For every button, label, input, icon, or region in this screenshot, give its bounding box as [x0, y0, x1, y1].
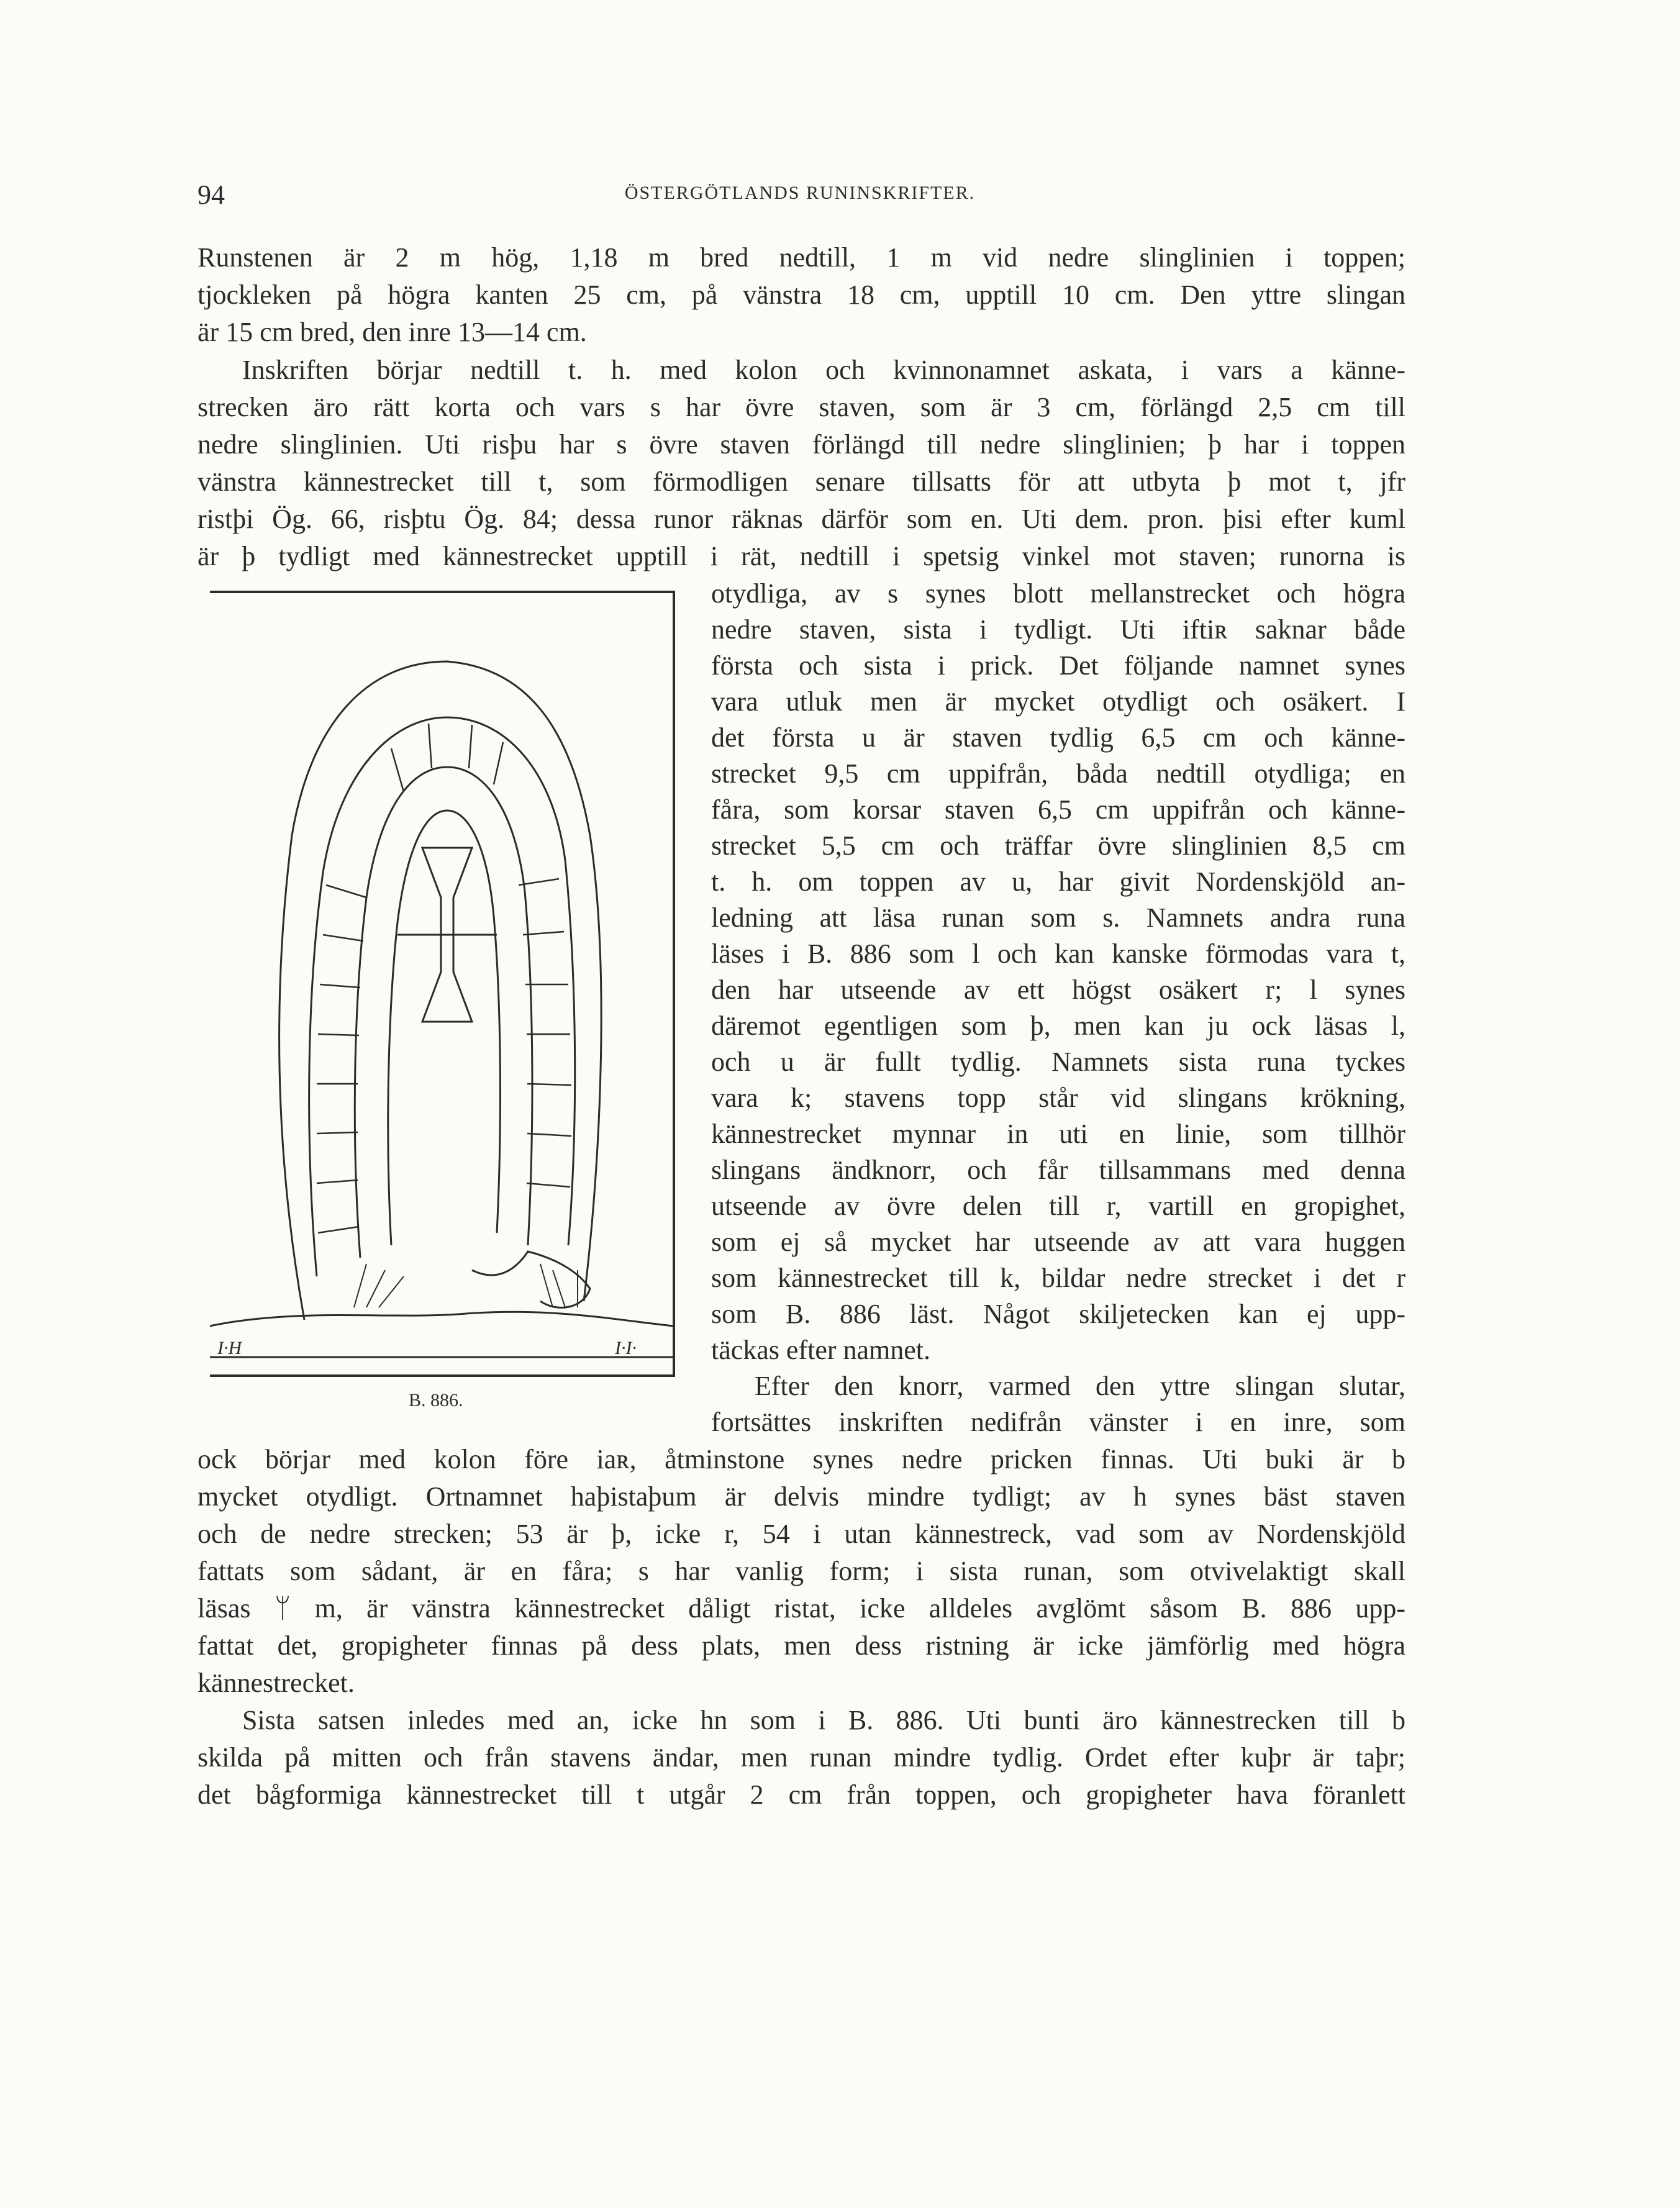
artist-signature-left: I·H — [217, 1338, 242, 1358]
text-line: det första u är staven tydlig 6,5 cm och känne- — [711, 722, 1405, 753]
text-line: och u är fullt tydlig. Namnets sista runa tyckes — [711, 1047, 1405, 1077]
text-line: det bågformiga kännestrecket till t utgår 2 cm från toppen, och gropigheter hava föranlett — [198, 1779, 1405, 1810]
text-line: strecket 5,5 cm och träffar övre slinglinien 8,5 cm — [711, 830, 1405, 861]
text-line: vara k; stavens topp står vid slingans krökning, — [711, 1083, 1405, 1113]
figure-caption: B. 886. — [409, 1390, 463, 1411]
text-line: kännestrecket mynnar in uti en linie, som tillhör — [711, 1119, 1405, 1149]
text-line: nedre slinglinien. Uti risþu har s övre staven förlängd till nedre slinglinien; þ har i toppen — [198, 429, 1405, 460]
text-line: som B. 886 läst. Något skiljetecken kan ej upp- — [711, 1299, 1405, 1329]
text-line: första och sista i prick. Det följande namnet synes — [711, 650, 1405, 681]
text-line: är 15 cm bred, den inre 13—14 cm. — [198, 317, 587, 347]
text-line: fåra, som korsar staven 6,5 cm uppifrån och känne- — [711, 794, 1405, 825]
text-line: slingans ändknorr, och får tillsammans med denna — [711, 1155, 1405, 1185]
runestone-figure — [205, 587, 683, 1388]
text-line: nedre staven, sista i tydligt. Uti iftiʀ saknar både — [711, 614, 1405, 645]
text-line: t. h. om toppen av u, har givit Nordenskjöld an- — [711, 866, 1405, 897]
text-line: strecken äro rätt korta och vars s har övre staven, som är 3 cm, förlängd 2,5 cm till — [198, 392, 1405, 422]
running-title: ÖSTERGÖTLANDS RUNINSKRIFTER. — [624, 183, 976, 203]
page-number: 94 — [198, 179, 225, 210]
text-line: och de nedre strecken; 53 är þ, icke r, 54 i utan kännestreck, vad som av Nordenskjöld — [198, 1519, 1405, 1549]
text-line: utseende av övre delen till r, vartill en gropighet, — [711, 1191, 1405, 1221]
text-line: läses i B. 886 som l och kan kanske förmodas vara t, — [711, 938, 1405, 969]
page-header — [198, 179, 1402, 216]
text-line: läsas ᛘ m, är vänstra kännestrecket dåligt ristat, icke alldeles avglömt såsom B. 886 upp- — [198, 1593, 1405, 1624]
text-line: otydliga, av s synes blott mellanstrecket och högra — [711, 578, 1405, 609]
text-line: ristþi Ög. 66, risþtu Ög. 84; dessa runor räknas därför som en. Uti dem. pron. þisi efter kuml — [198, 504, 1405, 534]
text-line: däremot egentligen som þ, men kan ju ock läsas l, — [711, 1011, 1405, 1041]
text-line: Sista satsen inledes med an, icke hn som i B. 886. Uti bunti äro kännestrecken till b — [242, 1705, 1405, 1735]
text-line: som kännestrecket till k, bildar nedre strecket i det r — [711, 1263, 1405, 1293]
text-line: fortsättes inskriften nedifrån vänster i en inre, som — [711, 1407, 1405, 1437]
runestone-drawing — [205, 587, 683, 1388]
text-line: Efter den knorr, varmed den yttre slingan slutar, — [755, 1371, 1405, 1401]
text-line: är þ tydligt med kännestrecket upptill i rät, nedtill i spetsig vinkel mot staven; runorna is — [198, 541, 1405, 571]
text-line: tjockleken på högra kanten 25 cm, på vänstra 18 cm, upptill 10 cm. Den yttre slingan — [198, 279, 1405, 310]
text-line: kännestrecket. — [198, 1668, 355, 1698]
text-line: som ej så mycket har utseende av att vara huggen — [711, 1227, 1405, 1257]
text-line: ledning att läsa runan som s. Namnets andra runa — [711, 902, 1405, 933]
artist-signature-right: I·I· — [615, 1338, 637, 1358]
text-line: fattat det, gropigheter finnas på dess plats, men dess ristning är icke jämförlig med högra — [198, 1630, 1405, 1661]
text-line: strecket 9,5 cm uppifrån, båda nedtill otydliga; en — [711, 758, 1405, 789]
text-line: Inskriften börjar nedtill t. h. med kolon och kvinnonamnet askata, i vars a känne- — [242, 355, 1405, 385]
text-line: mycket otydligt. Ortnamnet haþistaþum är delvis mindre tydligt; av h synes bäst staven — [198, 1481, 1405, 1512]
text-line: skilda på mitten och från stavens ändar, men runan mindre tydlig. Ordet efter kuþr är taþr; — [198, 1742, 1405, 1773]
text-line: vara utluk men är mycket otydligt och osäkert. I — [711, 686, 1405, 717]
text-line: fattats som sådant, är en fåra; s har vanlig form; i sista runan, som otvivelaktigt skall — [198, 1556, 1405, 1586]
text-line: den har utseende av ett högst osäkert r; l synes — [711, 975, 1405, 1005]
text-line: täckas efter namnet. — [711, 1335, 931, 1365]
text-line: vänstra kännestrecket till t, som förmodligen senare tillsatts för att utbyta þ mot t, jfr — [198, 466, 1405, 497]
text-line: ock börjar med kolon före iaʀ, åtminstone synes nedre pricken finnas. Uti buki är b — [198, 1444, 1405, 1474]
text-line: Runstenen är 2 m hög, 1,18 m bred nedtill, 1 m vid nedre slinglinien i toppen; — [198, 242, 1405, 273]
